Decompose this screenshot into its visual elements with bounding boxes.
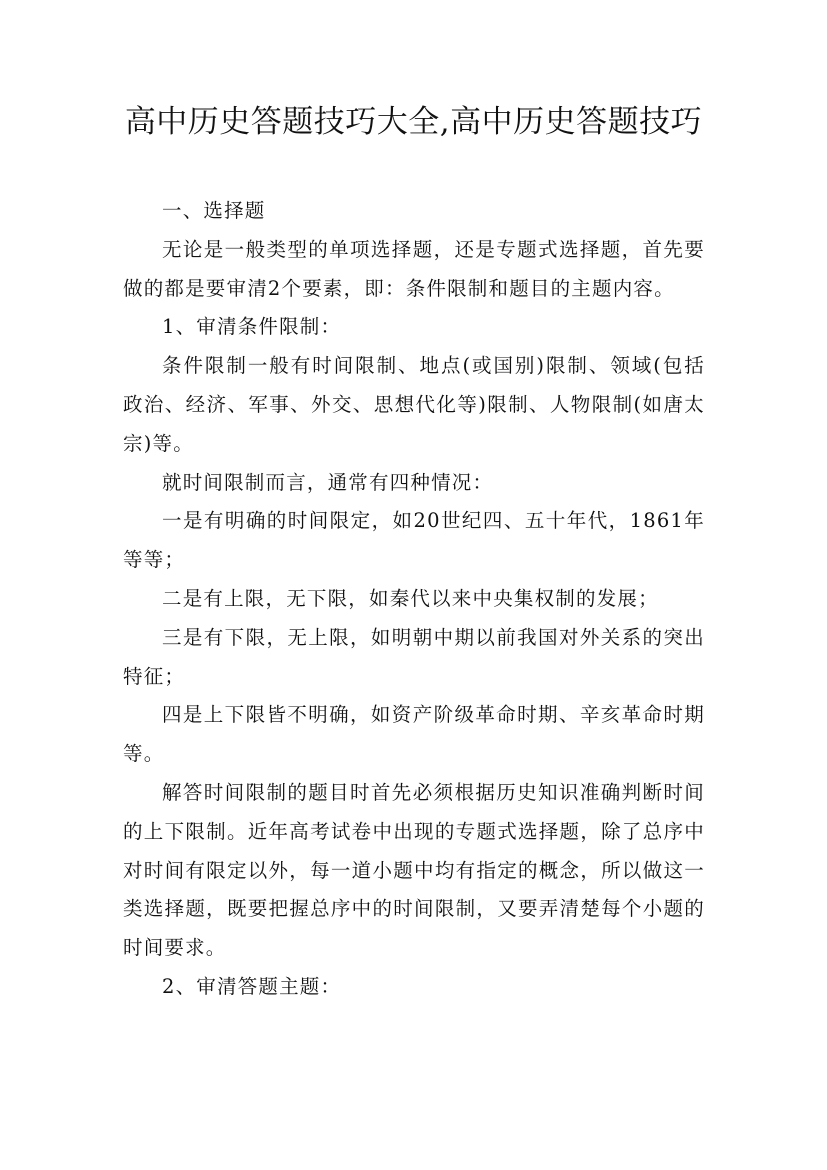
paragraph-intro: 无论是一般类型的单项选择题，还是专题式选择题，首先要做的都是要审清2个要素，即：条件限制和题目的主题内容。 — [123, 237, 705, 300]
paragraph-time-limit-cases: 就时间限制而言，通常有四种情况： — [162, 470, 494, 494]
paragraph-solving-time-limits: 解答时间限制的题目时首先必须根据历史知识准确判断时间的上下限制。近年高考试卷中出现的专题式选择题，除了总序中对时间有限定以外，每一道小题中均有指定的概念，所以做这一类选择题，既要把握总序中的时间限制，又要弄清楚每个小题的时间要求。 — [123, 780, 705, 960]
document-body — [123, 192, 705, 1007]
paragraph-case-four: 四是上下限皆不明确，如资产阶级革命时期、辛亥革命时期等。 — [123, 703, 705, 766]
paragraph-case-one: 一是有明确的时间限定，如20世纪四、五十年代，1861年等等； — [123, 509, 705, 572]
subheading-answer-topic: 2、审清答题主题： — [162, 974, 342, 998]
paragraph-case-two: 二是有上限，无下限，如秦代以来中央集权制的发展； — [162, 586, 659, 610]
subheading-condition-limits: 1、审清条件限制： — [162, 315, 342, 339]
paragraph-case-three: 三是有下限，无上限，如明朝中期以前我国对外关系的突出特征； — [123, 625, 705, 688]
document-title: 高中历史答题技巧大全,高中历史答题技巧 — [124, 104, 703, 140]
paragraph-condition-types: 条件限制一般有时间限制、地点(或国别)限制、领域(包括政治、经济、军事、外交、思想代化等)限制、人物限制(如唐太宗)等。 — [123, 354, 705, 455]
section-heading-choice-questions: 一、选择题 — [162, 199, 266, 222]
